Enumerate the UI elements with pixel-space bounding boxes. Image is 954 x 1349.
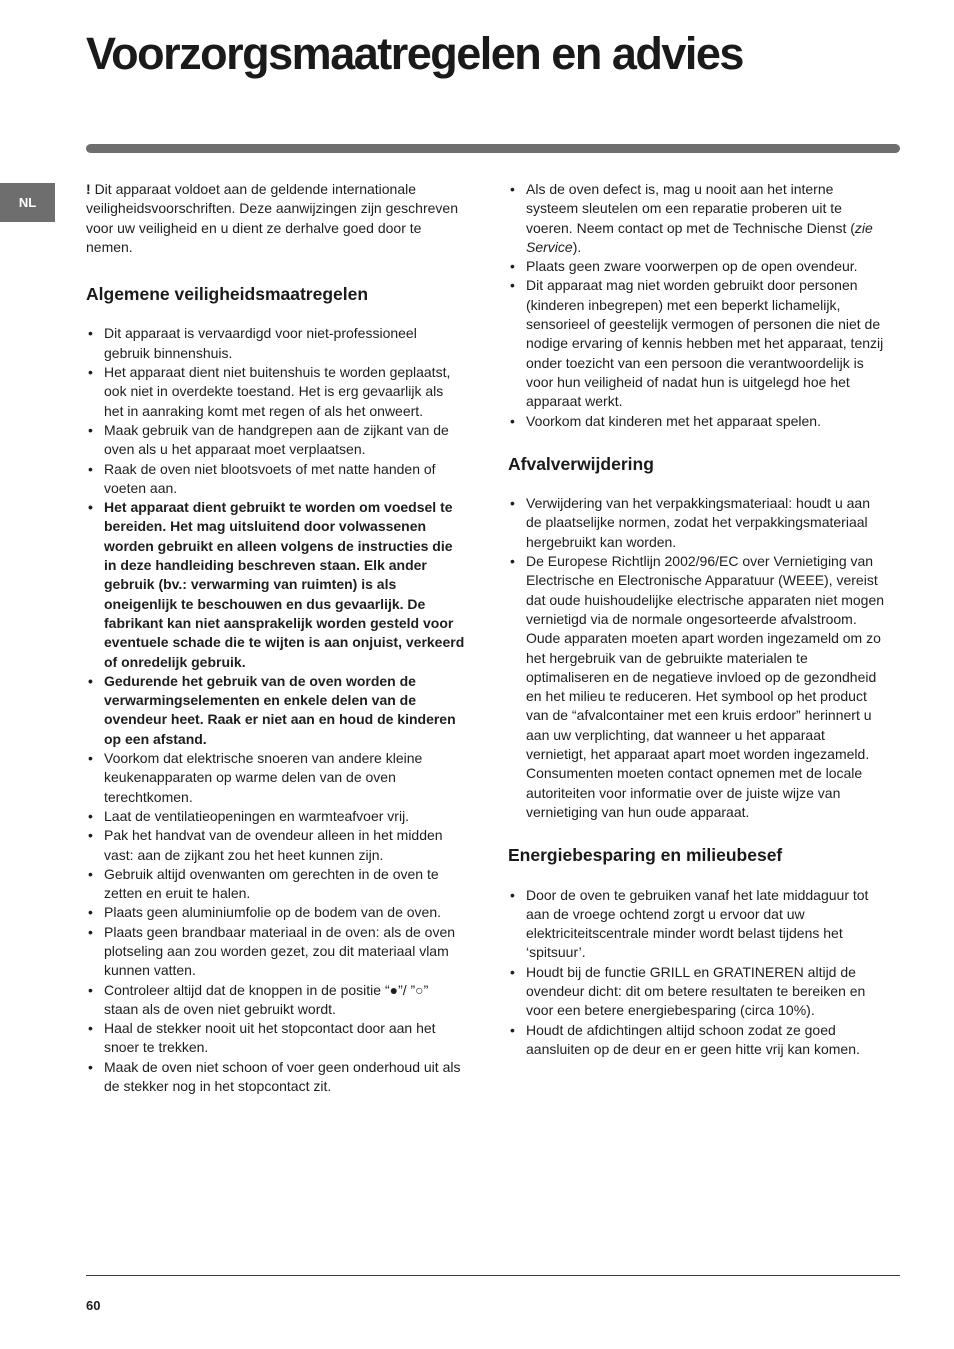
weee-continuation: Consumenten moeten contact opnemen met de locale autoriteiten voor informatie over de juiste wijze van vernietiging van hun oude apparaat. [526,765,863,820]
disposal-heading: Afvalverwijdering [508,453,654,474]
list-item: • Houdt de afdichtingen altijd schoon zodat ze goed aansluiten op de deur en er geen hitte vrij kan komen. [508,1021,888,1060]
safety-heading: Algemene veiligheidsmaatregelen [86,284,369,305]
list-item: • Maak de oven niet schoon of voer geen onderhoud uit als de stekker nog in het stopcontact zit. [86,1058,466,1097]
list-item [508,180,888,257]
list-item: • Gedurende het gebruik van de oven worden de verwarmingselementen en enkele delen van de ovendeur heet. Raak er niet aan en houd de kinderen op een afstand. [86,672,466,749]
list-item: • Raak de oven niet blootsvoets of met natte handen of voeten aan. [86,460,466,499]
list-item: • Plaats geen aluminiumfolie op de bodem van de oven. [86,903,466,922]
list-item: • Dit apparaat is vervaardigd voor niet-professioneel gebruik binnenshuis. [86,324,466,363]
list-item: • Pak het handvat van de ovendeur alleen in het midden vast: aan de zijkant zou het heet kunnen zijn. [86,826,466,865]
page-number: 60 [86,1298,101,1313]
page-title: Voorzorgsmaatregelen en advies [86,28,743,79]
list-item: • Het apparaat dient gebruikt te worden om voedsel te bereiden. Het mag uitsluitend door volwassenen worden gebruikt en alleen volgens de instructies die in deze handleiding beschreven staan. Elk ander gebruik (bv.: verwarming van ruimten) is als oneigenlijk te beschouwen en dus gevaarlijk. De fabrikant kan niet aansprakelijk worden gesteld voor eventuele schade die te wijten is aan onjuist, verkeerd of onredelijk gebruik. [86,498,466,672]
language-tab: NL [0,183,55,222]
intro-paragraph [86,180,466,257]
energy-list [508,886,888,1060]
list-item: • Voorkom dat elektrische snoeren van andere kleine keukenapparaten op warme delen van de oven terechtkomen. [86,749,466,807]
list-item [508,552,888,822]
list-item: • Haal de stekker nooit uit het stopcontact door aan het snoer te trekken. [86,1019,466,1058]
list-item: • Plaats geen zware voorwerpen op de open ovendeur. [508,257,888,276]
list-item: • Gebruik altijd ovenwanten om gerechten in de oven te zetten en eruit te halen. [86,865,466,904]
service-item-text: Als de oven defect is, mag u nooit aan het interne systeem sleutelen om een reparatie proberen uit te voeren. Neem contact op met de Technische Dienst ( [526,181,855,236]
service-item-close: ). [572,238,582,255]
energy-heading: Energiebesparing en milieubesef [508,845,783,866]
list-item: • Verwijdering van het verpakkingsmateriaal: houdt u aan de plaatselijke normen, zodat het verpakkingsmateriaal hergebruikt kan worden. [508,494,888,552]
service-reference: zie Service [526,219,873,255]
list-item: • Houdt bij de functie GRILL en GRATINEREN altijd de ovendeur dicht: dit om betere resultaten te bereiken en voor een betere energiebesparing (circa 10%). [508,963,888,1021]
list-item: • Maak gebruik van de handgrepen aan de zijkant van de oven als u het apparaat moet verplaatsen. [86,421,466,460]
footer-divider [86,1275,900,1276]
safety-list [86,324,466,1096]
intro-text: Dit apparaat voldoet aan de geldende internationale veiligheidsvoorschriften. Deze aanwijzingen zijn geschreven voor uw veiligheid en u dient ze derhalve goed door te nemen. [86,181,458,255]
list-item: • Plaats geen brandbaar materiaal in de oven: als de oven plotseling aan zou worden gezet, zou dit materiaal vlam kunnen vatten. [86,923,466,981]
header-divider [86,144,900,153]
warning-mark: ! [86,181,91,197]
disposal-list [508,494,888,822]
list-item: • Het apparaat dient niet buitenshuis te worden geplaatst, ook niet in overdekte toestand. Het is erg gevaarlijk als het in aanraking komt met regen of als het onweert. [86,363,466,421]
left-column [86,180,466,1096]
list-item: • Voorkom dat kinderen met het apparaat spelen. [508,412,888,431]
safety-list-continued [508,180,888,431]
list-item: • Controleer altijd dat de knoppen in de positie “●”/ ”○” staan als de oven niet gebruikt wordt. [86,981,466,1020]
list-item: • Door de oven te gebruiken vanaf het late middaguur tot aan de vroege ochtend zorgt u ervoor dat uw elektriciteitscentrale minder wordt belast tijdens het ‘spitsuur’. [508,886,888,963]
list-item: • Laat de ventilatieopeningen en warmteafvoer vrij. [86,807,466,826]
list-item: • Dit apparaat mag niet worden gebruikt door personen (kinderen inbegrepen) met een beperkt lichamelijk, sensorieel of geestelijk vermogen of personen die niet de nodige ervaring of kennis hebben met het apparaat, tenzij onder toezicht van een persoon die verantwoordelijk is voor hun veiligheid of nadat hun is uitgelegd hoe het apparaat werkt. [508,276,888,411]
weee-text: • De Europese Richtlijn 2002/96/EC over Vernietiging van Electrische en Electronische Apparatuur (WEEE), vereist dat oude huishoudelijke electrische apparaten niet mogen vernietigd via de normale ongesorteerde afvalstroom. Oude apparaten moeten apart worden ingezameld om zo het hergebruik van de gebruikte materialen te optimaliseren en de negatieve invloed op de gezondheid en het milieu te reduceren. Het symbool op het product van de “afvalcontainer met een kruis erdoor” herinnert u aan uw verplichting, dat wanneer u het apparaat vernietigt, het apparaat apart moet worden ingezameld. [526,553,885,763]
right-column [508,180,888,1059]
